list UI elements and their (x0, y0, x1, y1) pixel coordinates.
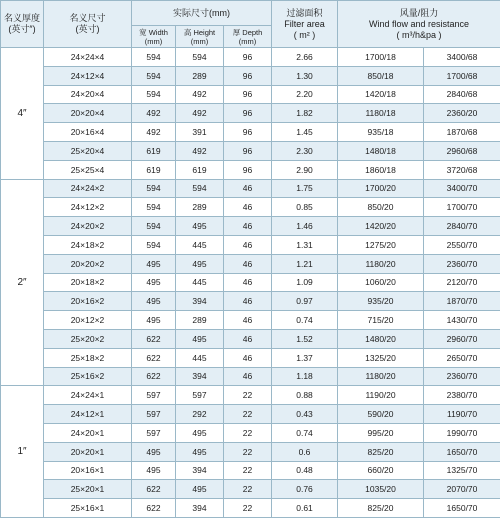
cell-height: 594 (176, 48, 224, 67)
cell-flow-high: 2550/70 (424, 235, 500, 254)
table-row (1, 292, 500, 311)
table-row (1, 273, 500, 292)
cell-depth: 46 (224, 217, 272, 236)
table-row (1, 123, 500, 142)
cell-width: 492 (132, 123, 176, 142)
cell-nominal-size: 24×24×1 (44, 386, 132, 405)
cell-flow-high: 2360/20 (424, 104, 500, 123)
cell-depth: 22 (224, 405, 272, 424)
cell-filter-area: 0.61 (272, 499, 338, 518)
cell-flow-high: 1325/70 (424, 461, 500, 480)
cell-width: 622 (132, 480, 176, 499)
cell-flow-low: 1275/20 (338, 235, 424, 254)
header-wind-flow: 风量/阻力 Wind flow and resistance ( m³/h&pa ) (338, 1, 500, 48)
cell-flow-high: 1650/70 (424, 442, 500, 461)
table-row (1, 461, 500, 480)
cell-flow-high: 2840/68 (424, 85, 500, 104)
cell-width: 619 (132, 160, 176, 179)
cell-filter-area: 1.46 (272, 217, 338, 236)
cell-depth: 46 (224, 292, 272, 311)
cell-nominal-size: 20×16×1 (44, 461, 132, 480)
cell-flow-high: 2840/70 (424, 217, 500, 236)
cell-height: 445 (176, 348, 224, 367)
cell-nominal-size: 24×24×4 (44, 48, 132, 67)
cell-flow-low: 590/20 (338, 405, 424, 424)
cell-nominal-size: 20×20×2 (44, 254, 132, 273)
cell-height: 594 (176, 179, 224, 198)
cell-width: 594 (132, 48, 176, 67)
cell-depth: 46 (224, 311, 272, 330)
table-row (1, 499, 500, 518)
cell-thickness: 1″ (1, 386, 44, 518)
cell-flow-low: 825/20 (338, 499, 424, 518)
cell-height: 495 (176, 480, 224, 499)
cell-width: 619 (132, 141, 176, 160)
cell-width: 622 (132, 499, 176, 518)
cell-nominal-size: 25×16×1 (44, 499, 132, 518)
cell-depth: 22 (224, 480, 272, 499)
cell-nominal-size: 20×18×2 (44, 273, 132, 292)
cell-nominal-size: 20×20×1 (44, 442, 132, 461)
header-width: 宽 Width (mm) (132, 26, 176, 48)
cell-thickness: 4″ (1, 48, 44, 180)
cell-flow-low: 1860/18 (338, 160, 424, 179)
header-thickness: 名义厚度 (英寸″) (1, 1, 44, 48)
cell-flow-low: 1180/20 (338, 367, 424, 386)
cell-depth: 46 (224, 198, 272, 217)
table-row (1, 442, 500, 461)
cell-nominal-size: 25×25×4 (44, 160, 132, 179)
cell-depth: 96 (224, 85, 272, 104)
cell-height: 289 (176, 311, 224, 330)
cell-nominal-size: 24×20×4 (44, 85, 132, 104)
cell-width: 594 (132, 235, 176, 254)
cell-flow-low: 1325/20 (338, 348, 424, 367)
cell-depth: 22 (224, 423, 272, 442)
cell-flow-low: 1035/20 (338, 480, 424, 499)
cell-nominal-size: 24×12×2 (44, 198, 132, 217)
cell-width: 597 (132, 405, 176, 424)
cell-filter-area: 1.18 (272, 367, 338, 386)
cell-flow-low: 1480/18 (338, 141, 424, 160)
cell-width: 622 (132, 367, 176, 386)
cell-height: 289 (176, 66, 224, 85)
cell-flow-high: 3400/68 (424, 48, 500, 67)
cell-depth: 96 (224, 141, 272, 160)
cell-flow-low: 850/18 (338, 66, 424, 85)
table-row (1, 405, 500, 424)
cell-flow-high: 1990/70 (424, 423, 500, 442)
cell-width: 594 (132, 217, 176, 236)
cell-nominal-size: 24×12×4 (44, 66, 132, 85)
cell-nominal-size: 24×12×1 (44, 405, 132, 424)
cell-flow-high: 2380/70 (424, 386, 500, 405)
cell-filter-area: 1.75 (272, 179, 338, 198)
cell-depth: 22 (224, 461, 272, 480)
cell-flow-high: 1700/68 (424, 66, 500, 85)
cell-flow-low: 995/20 (338, 423, 424, 442)
cell-height: 495 (176, 254, 224, 273)
cell-width: 622 (132, 348, 176, 367)
cell-depth: 22 (224, 499, 272, 518)
cell-flow-low: 1190/20 (338, 386, 424, 405)
cell-height: 495 (176, 217, 224, 236)
cell-height: 394 (176, 367, 224, 386)
cell-width: 495 (132, 273, 176, 292)
cell-height: 445 (176, 273, 224, 292)
cell-height: 289 (176, 198, 224, 217)
cell-filter-area: 0.48 (272, 461, 338, 480)
table-row (1, 141, 500, 160)
cell-flow-low: 715/20 (338, 311, 424, 330)
table-row (1, 367, 500, 386)
cell-filter-area: 1.31 (272, 235, 338, 254)
header-height: 高 Height (mm) (176, 26, 224, 48)
cell-nominal-size: 20×12×2 (44, 311, 132, 330)
cell-depth: 46 (224, 254, 272, 273)
cell-filter-area: 1.45 (272, 123, 338, 142)
cell-height: 292 (176, 405, 224, 424)
cell-height: 394 (176, 461, 224, 480)
table-row (1, 235, 500, 254)
cell-depth: 96 (224, 123, 272, 142)
cell-flow-high: 2960/70 (424, 329, 500, 348)
cell-filter-area: 2.90 (272, 160, 338, 179)
table-row (1, 85, 500, 104)
cell-height: 445 (176, 235, 224, 254)
cell-nominal-size: 25×18×2 (44, 348, 132, 367)
cell-nominal-size: 25×20×1 (44, 480, 132, 499)
cell-nominal-size: 20×16×2 (44, 292, 132, 311)
cell-filter-area: 1.37 (272, 348, 338, 367)
table-header (1, 1, 500, 48)
cell-width: 495 (132, 442, 176, 461)
table-row (1, 423, 500, 442)
cell-flow-low: 660/20 (338, 461, 424, 480)
header-nominal-size: 名义尺寸 (英寸) (44, 1, 132, 48)
cell-flow-low: 1700/18 (338, 48, 424, 67)
cell-width: 495 (132, 461, 176, 480)
cell-filter-area: 1.82 (272, 104, 338, 123)
table-row (1, 160, 500, 179)
cell-filter-area: 0.88 (272, 386, 338, 405)
cell-depth: 22 (224, 442, 272, 461)
cell-depth: 96 (224, 160, 272, 179)
cell-flow-high: 1870/68 (424, 123, 500, 142)
cell-thickness: 2″ (1, 179, 44, 386)
cell-height: 394 (176, 499, 224, 518)
cell-filter-area: 0.74 (272, 423, 338, 442)
header-filter-area: 过滤面积 Filter area ( m² ) (272, 1, 338, 48)
cell-flow-high: 1190/70 (424, 405, 500, 424)
cell-width: 594 (132, 85, 176, 104)
cell-width: 622 (132, 329, 176, 348)
table-row (1, 198, 500, 217)
cell-depth: 96 (224, 48, 272, 67)
cell-height: 492 (176, 85, 224, 104)
cell-flow-low: 1180/18 (338, 104, 424, 123)
cell-filter-area: 0.76 (272, 480, 338, 499)
cell-depth: 46 (224, 348, 272, 367)
cell-flow-low: 1420/20 (338, 217, 424, 236)
cell-flow-low: 1180/20 (338, 254, 424, 273)
cell-filter-area: 1.21 (272, 254, 338, 273)
cell-width: 594 (132, 198, 176, 217)
cell-width: 492 (132, 104, 176, 123)
cell-width: 597 (132, 386, 176, 405)
cell-flow-high: 3400/70 (424, 179, 500, 198)
cell-filter-area: 0.74 (272, 311, 338, 330)
cell-flow-low: 850/20 (338, 198, 424, 217)
cell-height: 394 (176, 292, 224, 311)
cell-nominal-size: 20×20×4 (44, 104, 132, 123)
cell-height: 492 (176, 141, 224, 160)
cell-height: 495 (176, 442, 224, 461)
cell-depth: 46 (224, 179, 272, 198)
cell-filter-area: 1.30 (272, 66, 338, 85)
cell-nominal-size: 24×18×2 (44, 235, 132, 254)
cell-flow-high: 2360/70 (424, 254, 500, 273)
cell-flow-high: 1430/70 (424, 311, 500, 330)
cell-nominal-size: 25×20×2 (44, 329, 132, 348)
cell-flow-high: 2120/70 (424, 273, 500, 292)
cell-nominal-size: 25×16×2 (44, 367, 132, 386)
cell-filter-area: 2.20 (272, 85, 338, 104)
table-row (1, 48, 500, 67)
cell-flow-high: 1650/70 (424, 499, 500, 518)
cell-height: 495 (176, 423, 224, 442)
cell-depth: 96 (224, 104, 272, 123)
table-row (1, 480, 500, 499)
cell-height: 492 (176, 104, 224, 123)
cell-flow-low: 935/18 (338, 123, 424, 142)
cell-nominal-size: 24×24×2 (44, 179, 132, 198)
table-row (1, 217, 500, 236)
cell-height: 391 (176, 123, 224, 142)
cell-depth: 46 (224, 367, 272, 386)
cell-filter-area: 0.85 (272, 198, 338, 217)
cell-flow-high: 2960/68 (424, 141, 500, 160)
table-row (1, 104, 500, 123)
table-row (1, 254, 500, 273)
cell-filter-area: 2.30 (272, 141, 338, 160)
cell-flow-high: 3720/68 (424, 160, 500, 179)
cell-width: 594 (132, 66, 176, 85)
cell-flow-low: 1700/20 (338, 179, 424, 198)
table-row (1, 348, 500, 367)
cell-height: 495 (176, 329, 224, 348)
cell-nominal-size: 20×16×4 (44, 123, 132, 142)
table-row (1, 329, 500, 348)
cell-depth: 46 (224, 235, 272, 254)
cell-flow-low: 935/20 (338, 292, 424, 311)
table-row (1, 66, 500, 85)
cell-flow-high: 2360/70 (424, 367, 500, 386)
table-row (1, 386, 500, 405)
table-body (1, 48, 500, 518)
cell-filter-area: 2.66 (272, 48, 338, 67)
header-depth: 厚 Depth (mm) (224, 26, 272, 48)
cell-filter-area: 1.52 (272, 329, 338, 348)
cell-width: 495 (132, 292, 176, 311)
cell-nominal-size: 24×20×2 (44, 217, 132, 236)
table-row (1, 311, 500, 330)
cell-depth: 46 (224, 329, 272, 348)
cell-height: 597 (176, 386, 224, 405)
cell-width: 495 (132, 311, 176, 330)
cell-flow-low: 1420/18 (338, 85, 424, 104)
cell-width: 594 (132, 179, 176, 198)
cell-nominal-size: 24×20×1 (44, 423, 132, 442)
cell-flow-high: 1700/70 (424, 198, 500, 217)
cell-flow-high: 2070/70 (424, 480, 500, 499)
cell-filter-area: 0.97 (272, 292, 338, 311)
cell-depth: 22 (224, 386, 272, 405)
cell-width: 495 (132, 254, 176, 273)
cell-filter-area: 0.6 (272, 442, 338, 461)
cell-nominal-size: 25×20×4 (44, 141, 132, 160)
header-actual-size: 实际尺寸(mm) (132, 1, 272, 26)
cell-flow-low: 825/20 (338, 442, 424, 461)
cell-filter-area: 1.09 (272, 273, 338, 292)
cell-flow-high: 1870/70 (424, 292, 500, 311)
cell-depth: 96 (224, 66, 272, 85)
cell-flow-low: 1480/20 (338, 329, 424, 348)
cell-depth: 46 (224, 273, 272, 292)
table-row (1, 179, 500, 198)
cell-flow-high: 2650/70 (424, 348, 500, 367)
cell-height: 619 (176, 160, 224, 179)
cell-flow-low: 1060/20 (338, 273, 424, 292)
cell-width: 597 (132, 423, 176, 442)
cell-filter-area: 0.43 (272, 405, 338, 424)
